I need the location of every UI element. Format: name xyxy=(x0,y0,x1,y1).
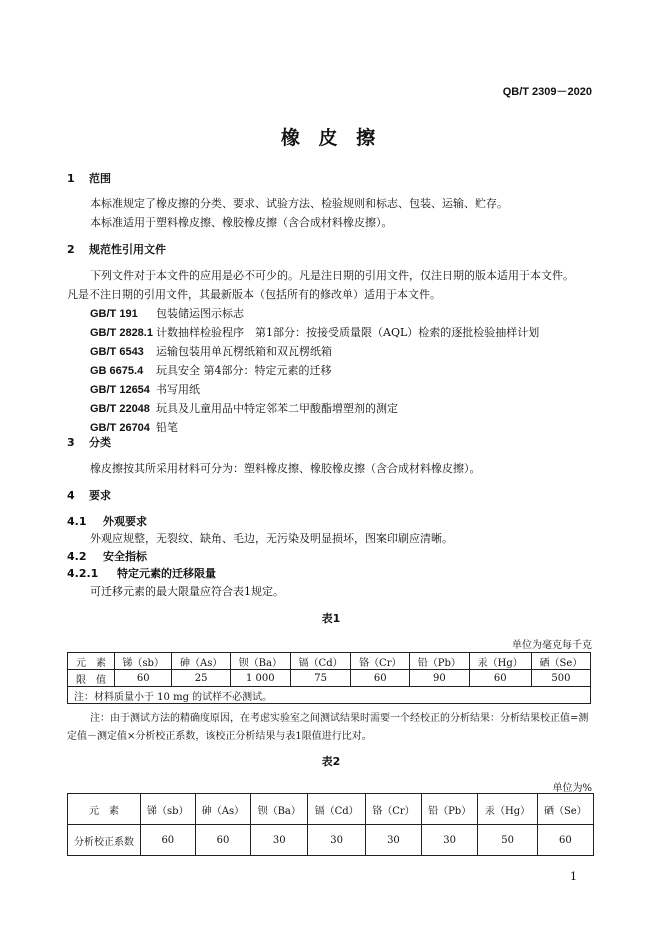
table-cell: 30 xyxy=(251,825,308,856)
reference-title: 玩具安全 第4部分：特定元素的迁移 xyxy=(156,364,332,377)
header-cell: 硒（Se） xyxy=(531,653,590,670)
table-cell: 60 xyxy=(351,670,410,687)
section-title: 要求 xyxy=(89,489,111,502)
header-cell: 汞（Hg） xyxy=(478,794,537,825)
table-header-row xyxy=(68,653,591,670)
section-number: 4.1 xyxy=(67,515,87,528)
section-number: 4.2.1 xyxy=(67,567,99,580)
reference-item xyxy=(90,324,539,340)
header-cell: 铬（Cr） xyxy=(351,653,410,670)
page-title: 橡 皮 擦 xyxy=(280,127,382,149)
section-title: 规范性引用文件 xyxy=(89,243,166,256)
section-title: 特定元素的迁移限量 xyxy=(117,567,216,580)
reference-title: 书写用纸 xyxy=(156,383,200,396)
table-row xyxy=(68,670,591,687)
section-title: 外观要求 xyxy=(103,515,147,528)
table-2-caption: 表2 xyxy=(321,755,341,768)
header-cell: 元 素 xyxy=(68,653,115,670)
table-1-note-cont: 定值－测定值×分析校正系数，该校正分析结果与表1限值进行比对。 xyxy=(67,731,372,742)
table-cell: 30 xyxy=(421,825,478,856)
header-cell: 铬（Cr） xyxy=(366,794,422,825)
reference-title: 计数抽样检验程序 第1部分：按接受质量限（AQL）检索的逐批检验抽样计划 xyxy=(156,326,540,339)
paragraph: 橡皮擦按其所采用材料可分为：塑料橡皮擦、橡胶橡皮擦（含合成材料橡皮擦）。 xyxy=(90,462,481,475)
section-4-2-heading xyxy=(67,548,147,564)
table-cell: 60 xyxy=(115,670,172,687)
reference-item xyxy=(90,400,398,416)
table-2-unit: 单位为% xyxy=(552,783,592,794)
table-1-unit: 单位为毫克每千克 xyxy=(512,640,592,651)
table-1 xyxy=(67,652,591,704)
table-note: 注：材料质量小于 10 mg 的试样不必测试。 xyxy=(68,687,591,704)
section-1-heading xyxy=(67,170,111,186)
reference-item xyxy=(90,381,200,397)
section-title: 安全指标 xyxy=(103,550,147,563)
header-cell: 钡（Ba） xyxy=(251,794,308,825)
header-cell: 硒（Se） xyxy=(537,794,593,825)
reference-title: 运输包装用单瓦楞纸箱和双瓦楞纸箱 xyxy=(156,345,332,358)
header-cell: 铅（Pb） xyxy=(410,653,470,670)
reference-code: GB/T 191 xyxy=(90,308,138,320)
table-header-row xyxy=(68,794,594,825)
header-cell: 砷（As） xyxy=(172,653,231,670)
table-cell: 30 xyxy=(366,825,422,856)
header-cell: 镉（Cd） xyxy=(308,794,366,825)
table-cell: 25 xyxy=(172,670,231,687)
reference-item xyxy=(90,343,332,359)
paragraph: 外观应规整，无裂纹、缺角、毛边，无污染及明显损坏，图案印刷应清晰。 xyxy=(90,532,453,545)
table-note-row xyxy=(68,687,591,704)
section-number: 4 xyxy=(67,489,75,502)
paragraph: 本标准适用于塑料橡皮擦、橡胶橡皮擦（含合成材料橡皮擦）。 xyxy=(90,216,393,229)
section-title: 范围 xyxy=(89,172,111,185)
paragraph: 本标准规定了橡皮擦的分类、要求、试验方法、检验规则和标志、包装、运输、贮存。 xyxy=(90,197,508,210)
table-cell: 60 xyxy=(141,825,196,856)
reference-item xyxy=(90,362,332,378)
table-cell: 500 xyxy=(531,670,590,687)
table-cell: 75 xyxy=(290,670,351,687)
section-number: 3 xyxy=(67,436,75,449)
table-cell: 30 xyxy=(308,825,366,856)
standard-number: QB/T 2309－2020 xyxy=(502,86,592,98)
header-cell: 元 素 xyxy=(68,794,141,825)
table-cell: 90 xyxy=(410,670,470,687)
reference-code: GB/T 2828.1 xyxy=(90,327,153,339)
table-cell: 60 xyxy=(469,670,531,687)
section-2-heading xyxy=(67,241,166,257)
reference-code: GB/T 22048 xyxy=(90,403,150,415)
table-1-note: 注：由于测试方法的精确度原因，在考虑实验室之间测试结果时需要一个经校正的分析结果：分析结果校正值=测 xyxy=(90,713,589,724)
table-row xyxy=(68,825,594,856)
header-cell: 锑（sb） xyxy=(115,653,172,670)
header-cell: 砷（As） xyxy=(195,794,251,825)
reference-title: 玩具及儿童用品中特定邻苯二甲酸酯增塑剂的测定 xyxy=(156,402,398,415)
reference-code: GB/T 12654 xyxy=(90,384,150,396)
header-cell: 镉（Cd） xyxy=(290,653,351,670)
reference-code: GB 6675.4 xyxy=(90,365,144,377)
section-4-2-1-heading xyxy=(67,565,216,581)
page-number: 1 xyxy=(570,870,577,883)
row-label: 限 值 xyxy=(68,670,115,687)
paragraph: 可迁移元素的最大限量应符合表1规定。 xyxy=(90,585,284,598)
reference-code: GB/T 26704 xyxy=(90,422,150,434)
reference-item xyxy=(90,305,244,321)
table-1-caption: 表1 xyxy=(321,612,341,625)
header-cell: 锑（sb） xyxy=(141,794,196,825)
row-label: 分析校正系数 xyxy=(68,825,141,856)
paragraph: 下列文件对于本文件的应用是必不可少的。凡是注日期的引用文件，仅注日期的版本适用于本文件。 xyxy=(90,269,574,282)
reference-title: 包装储运图示标志 xyxy=(156,307,244,320)
reference-title: 铅笔 xyxy=(156,421,178,434)
paragraph: 凡是不注日期的引用文件，其最新版本（包括所有的修改单）适用于本文件。 xyxy=(67,288,441,301)
section-number: 1 xyxy=(67,172,75,185)
table-2 xyxy=(67,793,594,856)
reference-code: GB/T 6543 xyxy=(90,346,144,358)
table-cell: 50 xyxy=(478,825,537,856)
header-cell: 钡（Ba） xyxy=(230,653,290,670)
header-cell: 铅（Pb） xyxy=(421,794,478,825)
section-title: 分类 xyxy=(89,436,111,449)
header-cell: 汞（Hg） xyxy=(469,653,531,670)
table-cell: 1 000 xyxy=(230,670,290,687)
section-3-heading xyxy=(67,434,111,450)
section-number: 2 xyxy=(67,243,75,256)
table-cell: 60 xyxy=(195,825,251,856)
section-4-1-heading xyxy=(67,513,147,529)
reference-item xyxy=(90,419,178,435)
table-cell: 60 xyxy=(537,825,593,856)
section-4-heading xyxy=(67,487,111,503)
section-number: 4.2 xyxy=(67,550,87,563)
